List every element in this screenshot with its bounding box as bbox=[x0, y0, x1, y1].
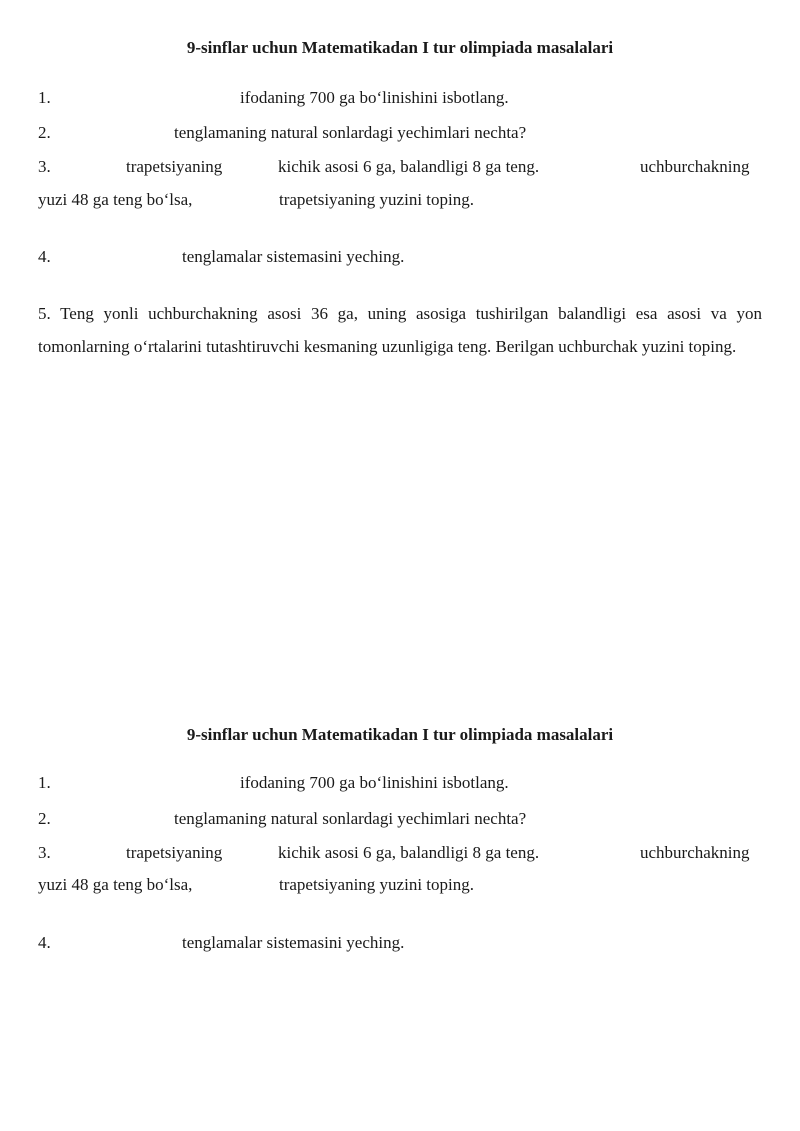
problem-2-number: 2. bbox=[38, 123, 51, 142]
problem-1-text: ifodaning 700 ga bo‘linishini isbotlang. bbox=[240, 773, 509, 792]
problem-3-word-trapetsiyaning: trapetsiyaning bbox=[126, 157, 223, 176]
problem-2-number: 2. bbox=[38, 809, 51, 828]
problem-3-number: 3. bbox=[38, 843, 51, 862]
problem-4-number: 4. bbox=[38, 933, 51, 952]
problem-3-line2-b: trapetsiyaning yuzini toping. bbox=[279, 875, 474, 894]
problem-4-text: tenglamalar sistemasini yeching. bbox=[182, 933, 405, 952]
problem-3-base-height: kichik asosi 6 ga, balandligi 8 ga teng. bbox=[278, 843, 540, 862]
problem-2-text: tenglamaning natural sonlardagi yechimlari nechta? bbox=[174, 123, 527, 142]
problem-3-line2-a: yuzi 48 ga teng bo‘lsa, bbox=[38, 875, 193, 894]
problem-3-word-uchburchakning: uchburchakning bbox=[640, 157, 750, 176]
problem-3-number: 3. bbox=[38, 157, 51, 176]
problem-3-line2-b: trapetsiyaning yuzini toping. bbox=[279, 190, 474, 209]
problem-1-number: 1. bbox=[38, 88, 51, 107]
problem-1-number: 1. bbox=[38, 773, 51, 792]
problem-4-number: 4. bbox=[38, 247, 51, 266]
problem-2-text: tenglamaning natural sonlardagi yechimlari nechta? bbox=[174, 809, 527, 828]
sheet-title: 9-sinflar uchun Matematikadan I tur olimpiada masalalari bbox=[186, 38, 614, 57]
problem-5-paragraph: 5. Teng yonli uchburchakning asosi 36 ga, uning asosiga tushirilgan balandligi esa asosi va yon tomonlarning o‘rtalarini tutashtiruvchi kesmaning uzunligiga teng. Berilgan uchburchak yuzini toping. bbox=[38, 304, 762, 356]
problem-4-text: tenglamalar sistemasini yeching. bbox=[182, 247, 405, 266]
problem-3-word-uchburchakning: uchburchakning bbox=[640, 843, 750, 862]
problem-3-word-trapetsiyaning: trapetsiyaning bbox=[126, 843, 223, 862]
sheet-title: 9-sinflar uchun Matematikadan I tur olimpiada masalalari bbox=[186, 725, 614, 744]
problem-1-text: ifodaning 700 ga bo‘linishini isbotlang. bbox=[240, 88, 509, 107]
problem-3-base-height: kichik asosi 6 ga, balandligi 8 ga teng. bbox=[278, 157, 540, 176]
problem-3-line2-a: yuzi 48 ga teng bo‘lsa, bbox=[38, 190, 193, 209]
